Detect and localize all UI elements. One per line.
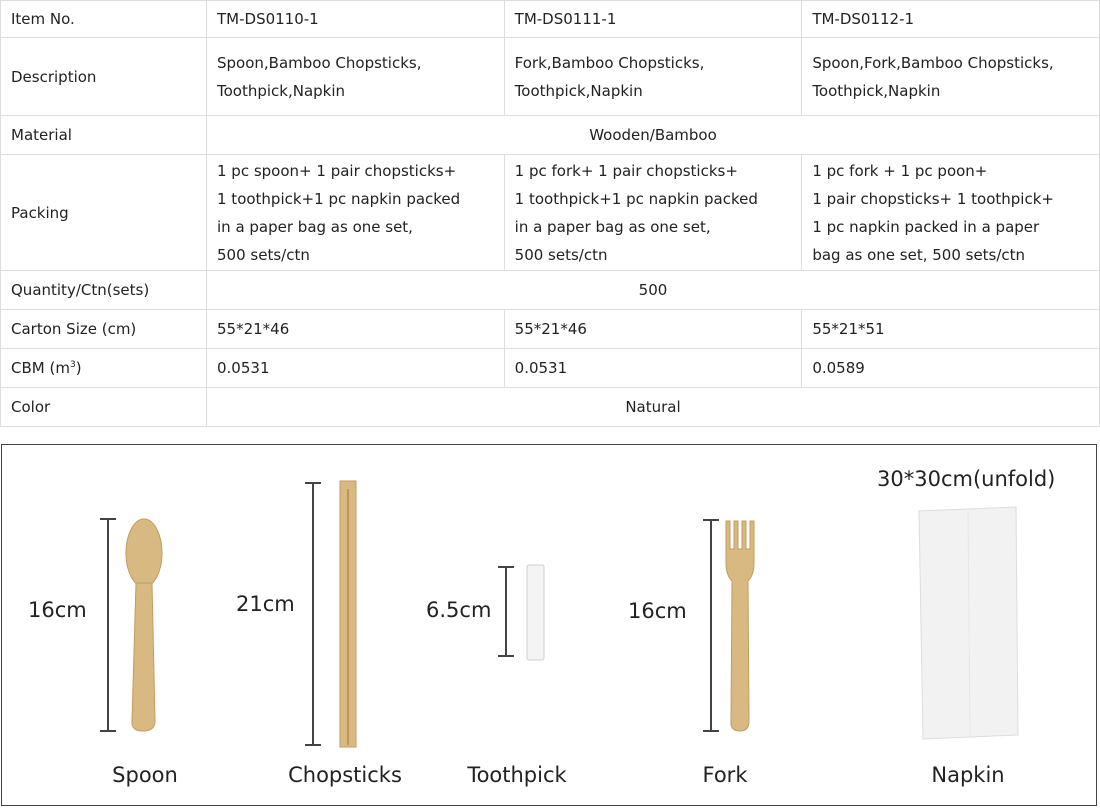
product-panel [1,444,1097,806]
row-packing [1,155,1100,271]
cbm-1: 0.0531 [207,349,505,388]
description-2: Fork,Bamboo Chopsticks, Toothpick,Napkin [504,38,802,116]
toothpick-size-label: 6.5cm [426,598,492,622]
cbm-2: 0.0531 [504,349,802,388]
quantity-label: Quantity/Ctn(sets) [1,271,207,310]
description-1: Spoon,Bamboo Chopsticks, Toothpick,Napkin [207,38,505,116]
packing-2: 1 pc fork+ 1 pair chopsticks+ 1 toothpick+1 pc napkin packed in a paper bag as one set, 500 sets/ctn [504,155,802,271]
item-no-3: TM-DS0112-1 [802,1,1100,38]
carton-3: 55*21*51 [802,310,1100,349]
row-material [1,116,1100,155]
description-3: Spoon,Fork,Bamboo Chopsticks, Toothpick,Napkin [802,38,1100,116]
item-no-2: TM-DS0111-1 [504,1,802,38]
chopsticks-name-label: Chopsticks [288,763,402,787]
cbm-label-close: ) [75,359,82,377]
toothpick-image [527,565,544,660]
row-carton-size [1,310,1100,349]
carton-label: Carton Size (cm) [1,310,207,349]
napkin-size-label: 30*30cm(unfold) [877,467,1056,491]
fork-name-label: Fork [702,763,748,787]
fork-image [726,521,754,731]
chopsticks-dimension-line [305,483,321,745]
material-value: Wooden/Bamboo [207,116,1100,155]
item-no-label: Item No. [1,1,207,38]
spoon-size-label: 16cm [28,598,87,622]
napkin-image [919,507,1018,739]
toothpick-name-label: Toothpick [467,763,567,787]
row-cbm [1,349,1100,388]
spoon-name-label: Spoon [112,763,178,787]
packing-label: Packing [1,155,207,271]
spoon-dimension-line [100,519,116,731]
toothpick-dimension-line [498,567,514,656]
carton-1: 55*21*46 [207,310,505,349]
row-description [1,38,1100,116]
packing-3: 1 pc fork + 1 pc poon+ 1 pair chopsticks+ 1 toothpick+ 1 pc napkin packed in a paper bag as one set, 500 sets/ctn [802,155,1100,271]
cbm-3: 0.0589 [802,349,1100,388]
cbm-label [1,349,207,388]
napkin-name-label: Napkin [931,763,1005,787]
color-value: Natural [207,388,1100,427]
packing-1: 1 pc spoon+ 1 pair chopsticks+ 1 toothpick+1 pc napkin packed in a paper bag as one set, 500 sets/ctn [207,155,505,271]
description-label: Description [1,38,207,116]
spoon-image [126,519,162,731]
cbm-label-text: CBM (m [11,359,70,377]
product-illustrations [2,445,1096,805]
chopsticks-image [340,481,356,747]
quantity-value: 500 [207,271,1100,310]
row-quantity [1,271,1100,310]
fork-size-label: 16cm [628,599,687,623]
color-label: Color [1,388,207,427]
fork-dimension-line [703,520,719,731]
cbm-label-sup: 3 [69,360,76,370]
item-no-1: TM-DS0110-1 [207,1,505,38]
row-color [1,388,1100,427]
row-item-no [1,1,1100,38]
carton-2: 55*21*46 [504,310,802,349]
material-label: Material [1,116,207,155]
chopsticks-size-label: 21cm [236,592,295,616]
